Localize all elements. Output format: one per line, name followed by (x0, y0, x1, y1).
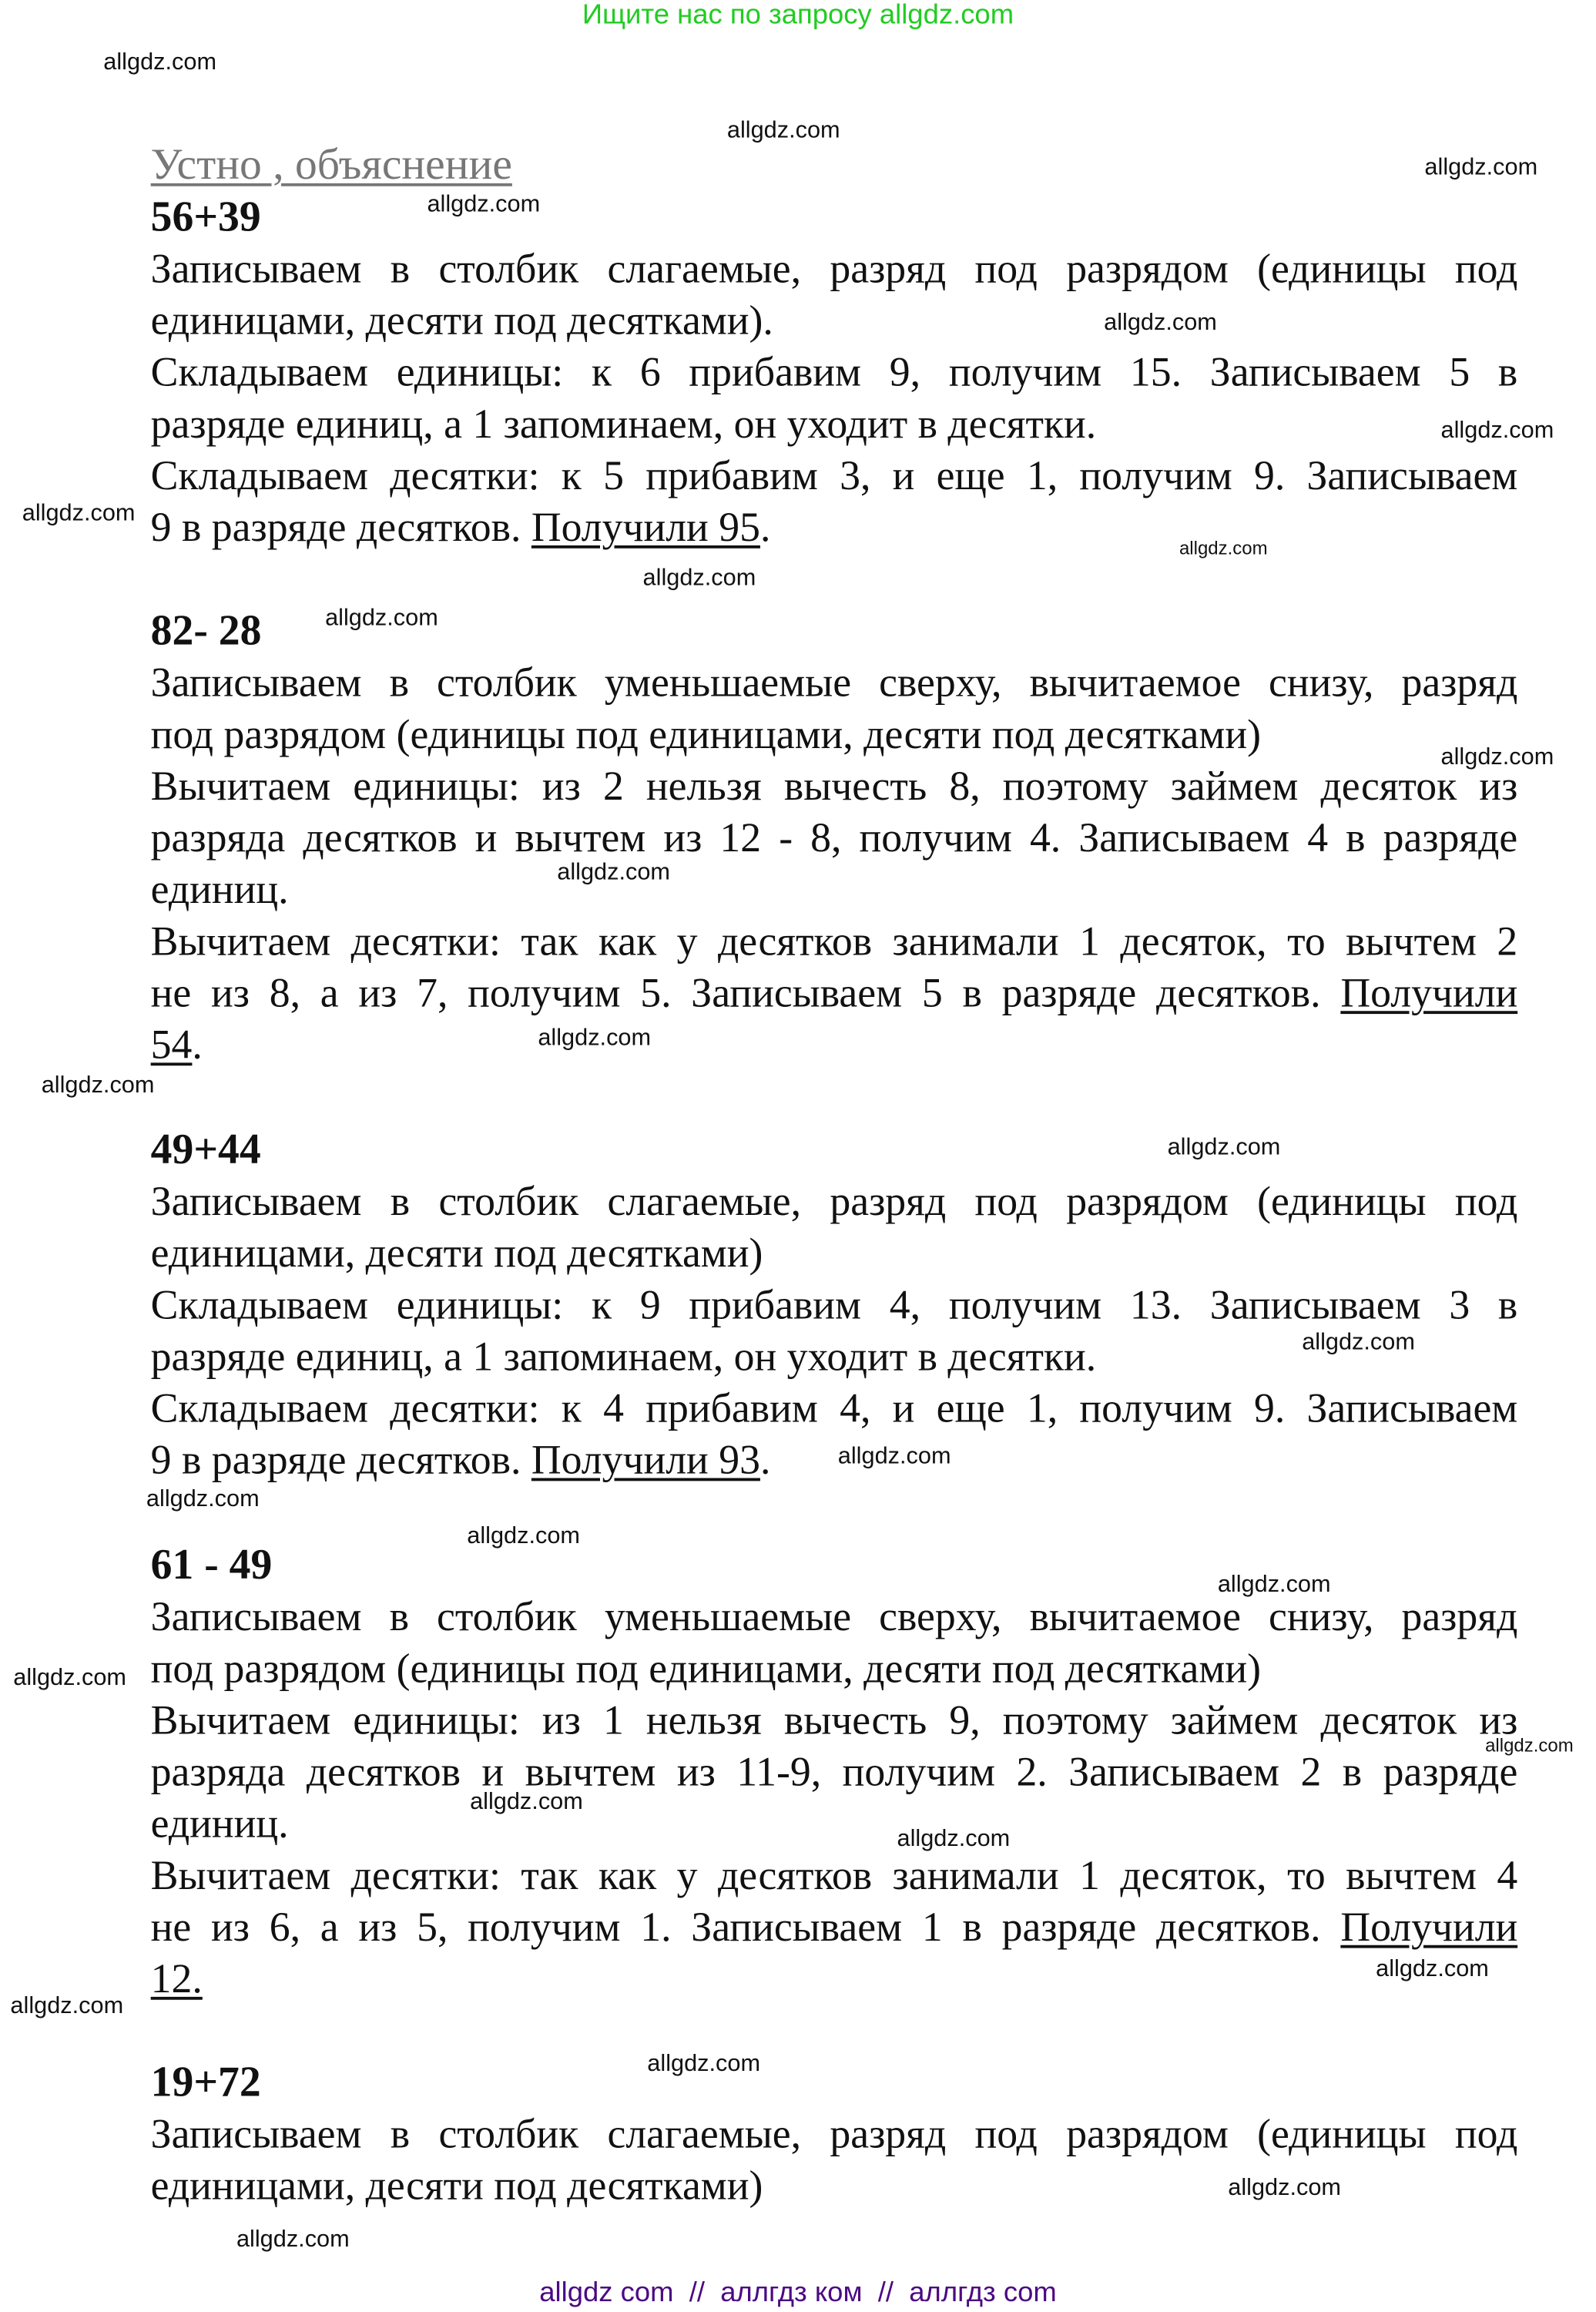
text-segment: разряде единиц, а 1 запоминаем, он уходит в десятки. (150, 1334, 1097, 1381)
text-line (151, 1385, 1518, 1435)
watermark: allgdz.com (1302, 1330, 1415, 1356)
watermark: allgdz.com (557, 860, 671, 886)
text-line (151, 297, 1518, 347)
text-segment: под разрядом (единицы под единицами, десяти под десятками) (150, 1646, 1262, 1693)
watermark: allgdz.com (325, 606, 438, 632)
footer-banner: allgdz com // аллгдз ком // аллгдз com (539, 2277, 1057, 2309)
text-segment: Записываем в столбик слагаемые, разряд под разрядом (единицы под (150, 2112, 1518, 2159)
text-segment: Вычитаем единицы: из 2 нельзя вычесть 8, поэтому займем десяток из (150, 763, 1518, 810)
text-segment: Складываем десятки: к 4 прибавим 4, и еще 1, получим 9. Записываем (150, 1386, 1518, 1433)
section-title: Устно , объяснение (150, 140, 512, 190)
text-segment: 82- 28 (150, 607, 262, 655)
watermark: allgdz.com (1104, 310, 1217, 336)
text-segment: не из 6, а из 5, получим 1. Записываем 1 в разряде десятков. (150, 1904, 1341, 1951)
watermark: allgdz.com (467, 1523, 580, 1549)
text-segment: единиц. (150, 867, 289, 914)
text-line (151, 245, 1518, 295)
watermark: allgdz.com (538, 1025, 652, 1052)
text-line (151, 452, 1518, 502)
text-segment: Складываем единицы: к 9 прибавим 4, получим 13. Записываем 3 в (150, 1283, 1518, 1329)
watermark: allgdz.com (837, 1444, 951, 1469)
text-line (151, 711, 1518, 761)
watermark: allgdz.com (1217, 1572, 1331, 1598)
text-segment: разряде единиц, а 1 запоминаем, он уходит в десятки. (150, 401, 1097, 448)
watermark: allgdz.com (726, 118, 840, 144)
result-underlined: Получили 95 (531, 505, 760, 552)
text-line (151, 970, 1518, 1020)
text-segment: 56+39 (150, 193, 261, 241)
watermark: allgdz.com (10, 1994, 124, 2019)
text-line (151, 1749, 1518, 1799)
text-segment: Записываем в столбик слагаемые, разряд под разрядом (единицы под (150, 1179, 1518, 1226)
text-segment: единиц. (150, 1801, 289, 1848)
text-segment: единицами, десяти под десятками) (150, 1231, 763, 1277)
watermark: allgdz.com (1440, 744, 1554, 770)
text-line (151, 1800, 1518, 1851)
watermark: allgdz.com (1485, 1735, 1574, 1757)
text-line (151, 1593, 1518, 1643)
text-segment: Складываем десятки: к 5 прибавим 3, и еще 1, получим 9. Записываем (150, 453, 1518, 500)
problem-heading (151, 192, 1518, 242)
text-segment: Вычитаем десятки: так как у десятков занимали 1 десяток, то вычтем 2 (150, 919, 1518, 965)
text-segment: 19+72 (150, 2059, 261, 2106)
watermark: allgdz.com (146, 1487, 260, 1512)
text-segment: Вычитаем единицы: из 1 нельзя вычесть 9, поэтому займем десяток из (150, 1698, 1518, 1744)
text-line (151, 814, 1518, 864)
problem-heading (151, 1125, 1518, 1175)
text-segment: Вычитаем десятки: так как у десятков занимали 1 десяток, то вычтем 4 (150, 1853, 1518, 1900)
text-line (151, 763, 1518, 813)
result-underlined: Получили 93 (531, 1438, 760, 1485)
text-line (151, 1022, 1518, 1072)
text-line (151, 1852, 1518, 1902)
text-segment: Записываем в столбик уменьшаемые сверху, вычитаемое снизу, разряд (150, 660, 1518, 707)
watermark: allgdz.com (1424, 155, 1538, 181)
text-line (151, 1645, 1518, 1695)
text-segment: Записываем в столбик слагаемые, разряд под разрядом (единицы под (150, 247, 1518, 293)
text-line (151, 1696, 1518, 1747)
text-segment: 49+44 (150, 1126, 261, 1174)
watermark: allgdz.com (236, 2227, 350, 2253)
text-segment: Складываем единицы: к 6 прибавим 9, получим 15. Записываем 5 в (150, 350, 1518, 397)
watermark: allgdz.com (647, 2051, 761, 2077)
watermark: allgdz.com (13, 1666, 127, 1691)
text-segment: . (759, 1438, 771, 1485)
text-line (151, 349, 1518, 399)
text-segment: 9 в разряде десятков. (150, 505, 531, 552)
result-underlined: Получили (1340, 1904, 1518, 1951)
text-line (151, 1904, 1518, 1954)
text-line (151, 1230, 1518, 1280)
text-segment: 9 в разряде десятков. (150, 1438, 531, 1485)
watermark: allgdz.com (1376, 1957, 1489, 1982)
result-underlined: 12. (150, 1957, 203, 2003)
text-line (151, 504, 1518, 554)
watermark: allgdz.com (642, 565, 756, 592)
watermark: allgdz.com (427, 192, 541, 218)
text-line (151, 918, 1518, 968)
text-segment: единицами, десяти под десятками). (150, 298, 773, 345)
text-line (151, 1955, 1518, 2005)
text-segment: Записываем в столбик уменьшаемые сверху, вычитаемое снизу, разряд (150, 1595, 1518, 1641)
text-segment: . (192, 1022, 203, 1069)
text-line (151, 659, 1518, 710)
search-banner: Ищите нас по запросу allgdz.com (582, 0, 1014, 32)
result-underlined: 54 (150, 1022, 193, 1069)
watermark: allgdz.com (22, 501, 136, 526)
watermark: allgdz.com (1440, 418, 1554, 444)
watermark: allgdz.com (1179, 538, 1268, 559)
text-segment: . (759, 505, 771, 552)
watermark: allgdz.com (1228, 2176, 1342, 2201)
text-segment: не из 8, а из 7, получим 5. Записываем 5 в разряде десятков. (150, 971, 1341, 1017)
watermark: allgdz.com (897, 1827, 1011, 1852)
text-line (151, 2111, 1518, 2161)
watermark: allgdz.com (103, 50, 217, 76)
result-underlined: Получили (1340, 971, 1518, 1017)
text-line (151, 1178, 1518, 1228)
watermark: allgdz.com (1167, 1135, 1281, 1161)
text-segment: разряда десятков и вычтем из 11-9, получим 2. Записываем 2 в разряде (150, 1750, 1518, 1796)
watermark: allgdz.com (470, 1790, 583, 1815)
text-segment: единицами, десяти под десятками) (150, 2163, 763, 2210)
problem-heading (151, 2058, 1518, 2108)
text-segment: разряда десятков и вычтем из 12 - 8, получим 4. Записываем 4 в разряде (150, 816, 1518, 862)
text-line (151, 1437, 1518, 1487)
text-line (151, 1281, 1518, 1331)
text-line (151, 866, 1518, 916)
text-segment: 61 - 49 (150, 1541, 273, 1589)
text-line (151, 401, 1518, 451)
watermark: allgdz.com (41, 1072, 155, 1099)
text-segment: под разрядом (единицы под единицами, десяти под десятками) (150, 712, 1262, 759)
